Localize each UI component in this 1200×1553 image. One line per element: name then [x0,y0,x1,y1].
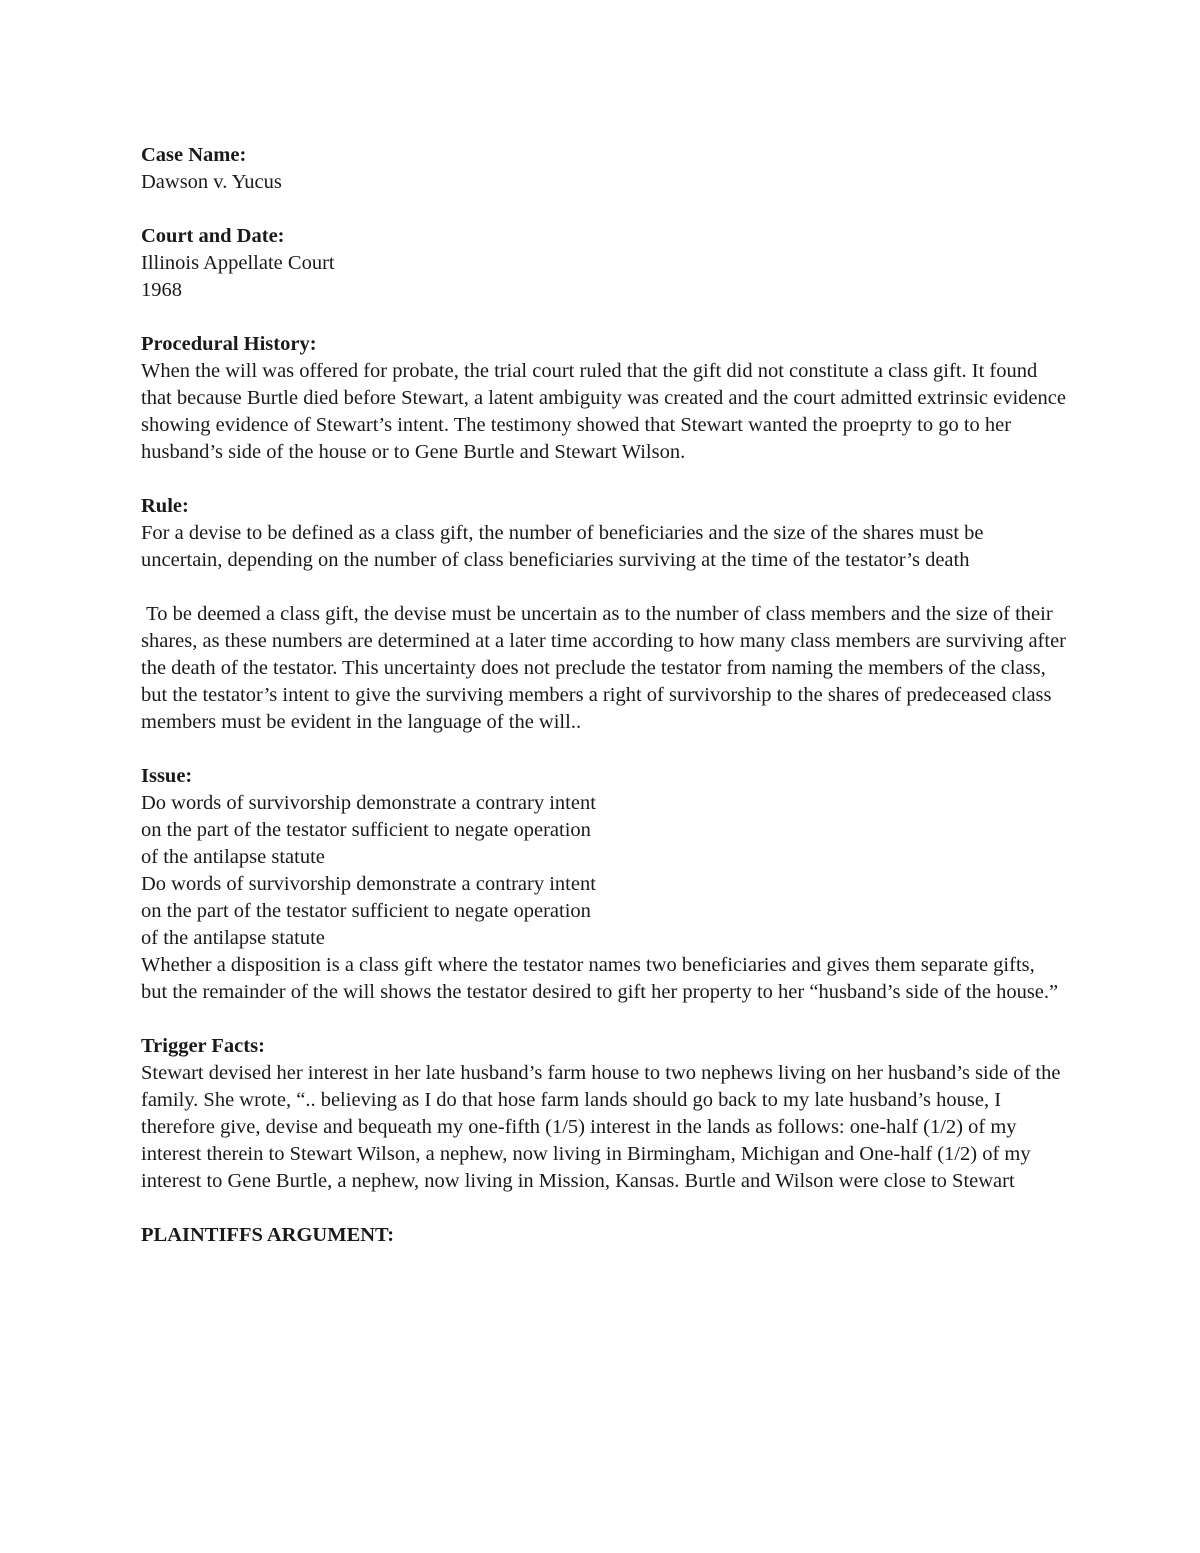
trigger-facts-text: Stewart devised her interest in her late husband’s farm house to two nephews living on her husband’s side of the family. She wrote, “.. believing as I do that hose farm lands should go back to my late husband’s house, I therefore give, devise and bequeath my one-fifth (1/5) interest in the lands as follows: one-half (1/2) of my interest therein to Stewart Wilson, a nephew, now living in Birmingham, Michigan and One-half (1/2) of my interest to Gene Burtle, a nephew, now living in Mission, Kansas. Burtle and Wilson were close to Stewart [141,1062,1061,1192]
issue-line: Do words of survivorship demonstrate a contrary intent [141,792,596,814]
case-name-value: Dawson v. Yucus [141,171,282,193]
procedural-history-text: When the will was offered for probate, the trial court ruled that the gift did not constitute a class gift. It found that because Burtle died before Stewart, a latent ambiguity was created and the court admitted extrinsic evidence showing evidence of Stewart’s intent. The testimony showed that Stewart wanted the proeprty to go to her husband’s side of the house or to Gene Burtle and Stewart Wilson. [141,360,1066,463]
court-date-section [141,223,1066,304]
issue-line: on the part of the testator sufficient to negate operation [141,900,591,922]
court-name: Illinois Appellate Court [141,252,335,274]
case-name-heading: Case Name: [141,144,247,166]
plaintiffs-argument-section [141,1222,1066,1249]
issue-line: of the antilapse statute [141,927,325,949]
rule-text: For a devise to be defined as a class gift, the number of beneficiaries and the size of the shares must be uncertain, depending on the number of class beneficiaries surviving at the time of the testator’s death [141,522,984,571]
case-name-section [141,142,1066,196]
rule-section [141,493,1066,574]
issue-line: on the part of the testator sufficient to negate operation [141,819,591,841]
document-page [141,142,1072,1276]
rule-elaboration-section [141,601,1072,736]
issue-section [141,763,1066,1006]
issue-heading: Issue: [141,765,193,787]
court-date-heading: Court and Date: [141,225,285,247]
procedural-history-section [141,331,1066,466]
rule-heading: Rule: [141,495,189,517]
issue-line: of the antilapse statute [141,846,325,868]
plaintiffs-argument-heading: PLAINTIFFS ARGUMENT: [141,1224,395,1246]
procedural-history-heading: Procedural History: [141,333,317,355]
trigger-facts-section [141,1033,1066,1195]
issue-line: Do words of survivorship demonstrate a contrary intent [141,873,596,895]
rule-elaboration-text: To be deemed a class gift, the devise must be uncertain as to the number of class members and the size of their shares, as these numbers are determined at a later time according to how many class members are surviving after the death of the testator. This uncertainty does not preclude the testator from naming the members of the class, but the testator’s intent to give the surviving members a right of survivorship to the shares of predeceased class members must be evident in the language of the will.. [141,603,1072,733]
court-year: 1968 [141,279,182,301]
trigger-facts-heading: Trigger Facts: [141,1035,265,1057]
issue-text: Whether a disposition is a class gift where the testator names two beneficiaries and gives them separate gifts, but the remainder of the will shows the testator desired to gift her property to her “husband’s side of the house.” [141,954,1059,1003]
